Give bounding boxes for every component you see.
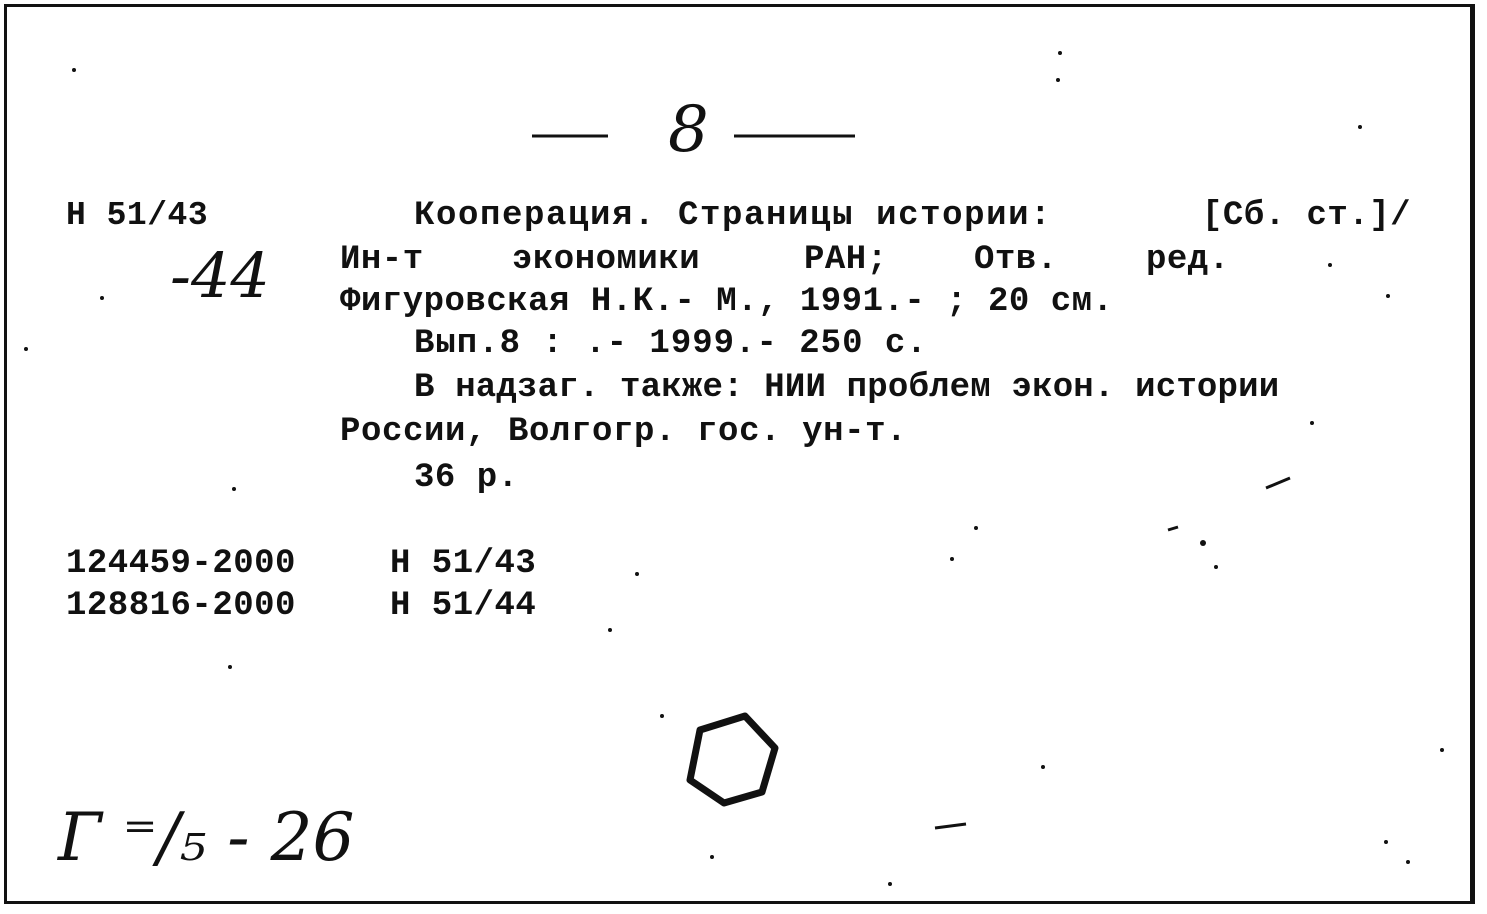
inventory-shelfmark: Н 51/44 <box>390 587 537 625</box>
speck <box>635 572 639 576</box>
bottom-handwritten-note: Г ⁼/₅ - 26 <box>58 799 355 876</box>
speck <box>24 347 28 351</box>
speck <box>1310 421 1314 425</box>
speck <box>710 855 714 859</box>
speck <box>888 882 892 886</box>
speck <box>228 665 232 669</box>
speck <box>1358 125 1362 129</box>
shelfmark-handwritten: -44 <box>170 239 270 312</box>
speck <box>100 296 104 300</box>
inventory-shelfmark: Н 51/43 <box>390 545 537 583</box>
speck <box>950 557 954 561</box>
body-line-6: России, Волгогр. гос. ун-т. <box>340 413 908 451</box>
pen-mark <box>935 824 966 828</box>
pen-mark <box>1266 478 1290 488</box>
title-line-1-right: [Сб. ст.]/ <box>1202 197 1412 235</box>
pen-mark <box>1168 527 1178 530</box>
speck <box>1386 294 1390 298</box>
speck <box>232 487 236 491</box>
speck <box>1440 748 1444 752</box>
body-line-5: В надзаг. также: НИИ проблем экон. истории <box>414 369 1280 407</box>
speck <box>1406 860 1410 864</box>
body-line-2-word: Отв. <box>974 241 1058 279</box>
speck <box>1056 78 1060 82</box>
body-line-2-word: ред. <box>1146 241 1230 279</box>
speck <box>608 628 612 632</box>
speck <box>1214 565 1218 569</box>
body-line-2-word: РАН; <box>804 241 888 279</box>
shelfmark: Н 51/43 <box>66 197 209 234</box>
inventory-number: 124459-2000 <box>66 545 296 583</box>
speck <box>1058 51 1062 55</box>
speck <box>660 714 664 718</box>
price: 36 р. <box>414 459 519 497</box>
body-line-3: Фигуровская Н.К.- М., 1991.- ; 20 см. <box>340 283 1114 321</box>
speck <box>1200 540 1206 546</box>
speck <box>72 68 76 72</box>
speck <box>1328 263 1332 267</box>
title-line-1: Кооперация. Страницы истории: <box>414 197 1053 235</box>
body-line-4: Вып.8 : .- 1999.- 250 с. <box>414 325 928 363</box>
circle-stamp-icon <box>690 716 775 803</box>
body-line-2-word: Ин-т <box>340 241 424 279</box>
speck <box>1041 765 1045 769</box>
inventory-number: 128816-2000 <box>66 587 296 625</box>
speck <box>1384 840 1388 844</box>
header-number: 8 <box>668 93 709 167</box>
speck <box>974 526 978 530</box>
body-line-2-word: экономики <box>512 241 701 279</box>
